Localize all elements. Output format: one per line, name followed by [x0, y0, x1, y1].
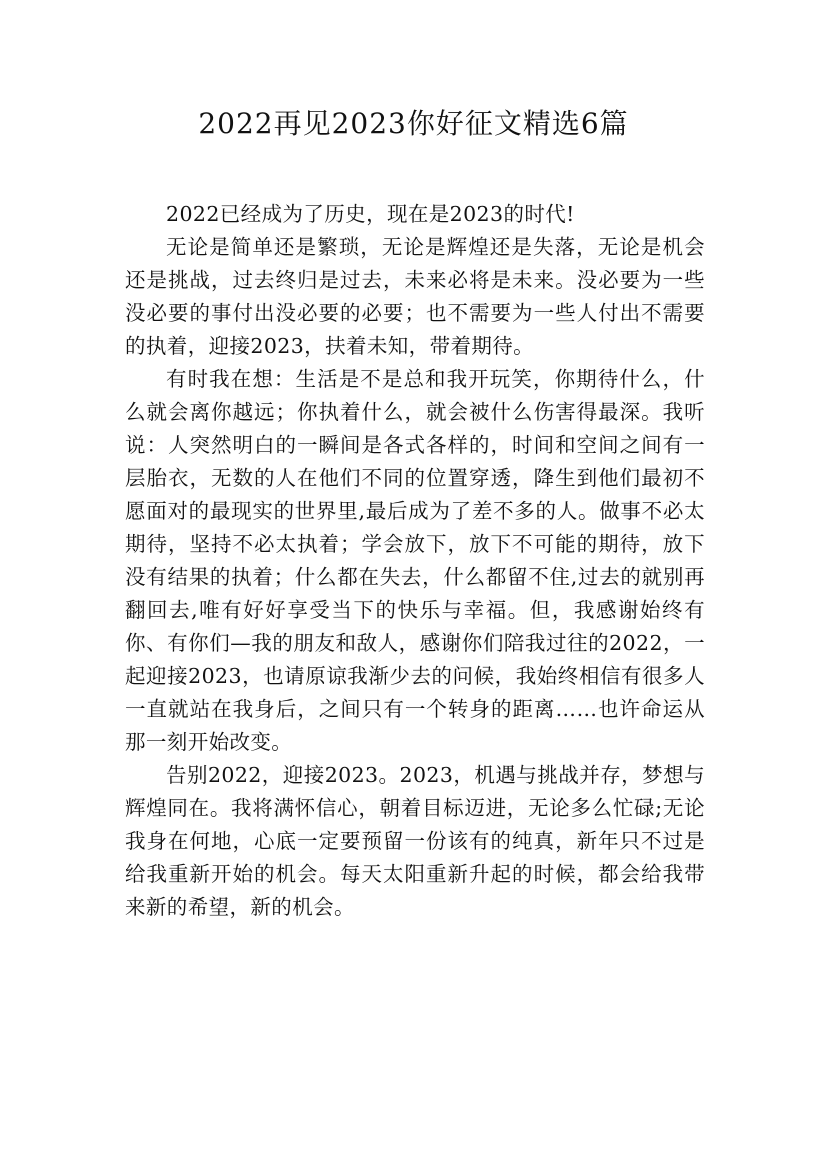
document-title: 2022再见2023你好征文精选6篇: [198, 107, 629, 140]
paragraph-farewell: 告别2022，迎接2023。2023，机遇与挑战并存，梦想与辉煌同在。我将满怀信心，朝着目标迈进，无论多么忙碌;无论我身在何地，心底一定要预留一份该有的纯真，新年只不过是给我重新开始的机会。每天太阳重新升起的时候，都会给我带来新的希望，新的机会。: [125, 763, 705, 919]
document-body: [125, 198, 705, 924]
paragraph-intro: 2022已经成为了历史，现在是2023的时代!: [166, 202, 575, 226]
paragraph-reflection: 有时我在想：生活是不是总和我开玩笑，你期待什么，什么就会离你越远；你执着什么，就会被什么伤害得最深。我听说：人突然明白的一瞬间是各式各样的，时间和空间之间有一层胎衣，无数的人在他们不同的位置穿透，降生到他们最初不愿面对的最现实的世界里,最后成为了差不多的人。做事不必太期待，坚持不必太执着；学会放下，放下不可能的期待，放下没有结果的执着；什么都在失去，什么都留不住,过去的就别再翻回去,唯有好好享受当下的快乐与幸福。但，我感谢始终有你、有你们—我的朋友和敌人，感谢你们陪我过往的2022，一起迎接2023，也请原谅我渐少去的问候，我始终相信有很多人一直就站在我身后，之间只有一个转身的距离……也许命运从那一刻开始改变。: [125, 367, 705, 754]
paragraph-past-and-future: 无论是简单还是繁琐，无论是辉煌还是失落，无论是机会还是挑战，过去终归是过去，未来必将是未来。没必要为一些没必要的事付出没必要的必要；也不需要为一些人付出不需要的执着，迎接2023，扶着未知，带着期待。: [125, 235, 705, 358]
